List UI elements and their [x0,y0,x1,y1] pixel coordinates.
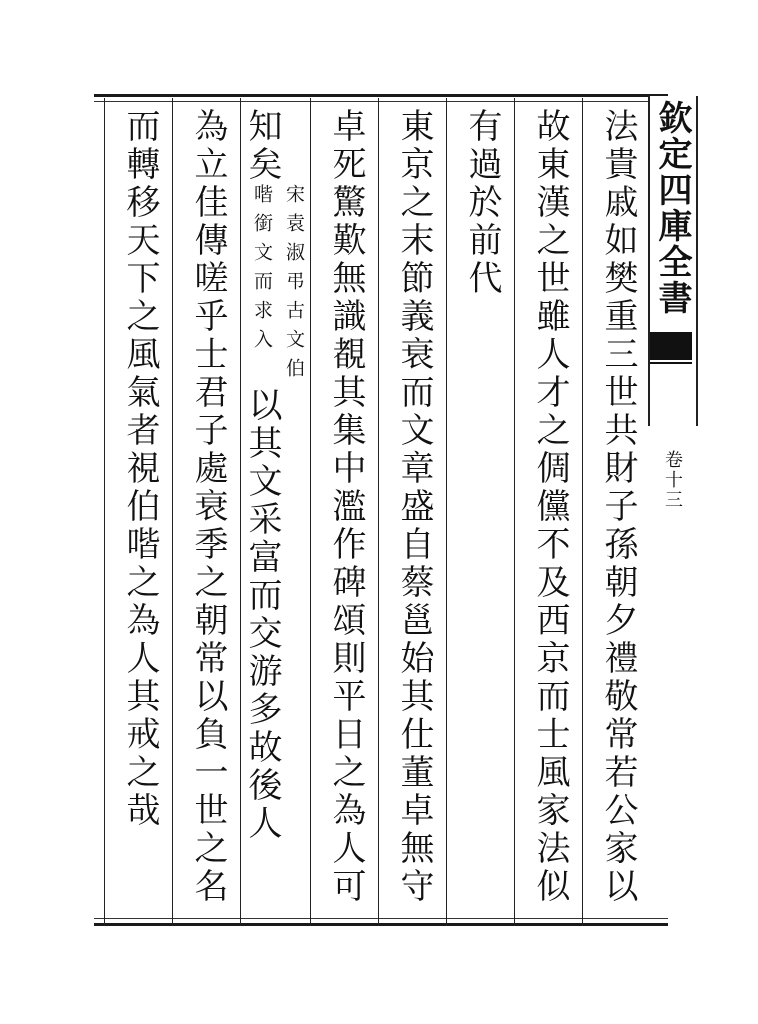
fish-tail-rule [650,362,692,372]
text-column-3: 有過於前代 [462,108,502,298]
fish-tail-mark [650,332,692,360]
column-6-tail-text: 以其文采富而交游多故後人 [242,387,282,843]
text-column-8: 而轉移天下之風氣者視伯喈之為人其戒之哉 [120,108,160,830]
annotation-line-right: 宋袁淑弔古文伯 [283,184,305,387]
text-column-6 [242,108,310,843]
text-column-1: 法貴戚如樊重三世共財子孫朝夕禮敬常若公家以 [598,108,638,906]
volume-label: 卷十三 [662,450,683,510]
column-6-main-text: 知矣 [242,108,282,184]
annotation-note [246,184,310,387]
text-column-2: 故東漢之世雖人才之倜儻不及西京而士風家法似 [530,108,570,906]
text-column-7: 為立佳傳嗟乎士君子處衰季之朝常以負一世之名 [188,108,228,906]
text-column-5: 卓死驚歎無識覩其集中濫作碑頌則平日之為人可 [326,108,366,906]
text-column-4: 東京之末節義衰而文章盛自蔡邕始其仕董卓無守 [394,108,434,906]
book-title: 欽定四庫全書 [652,100,692,316]
annotation-line-left: 喈銜文而求入 [251,184,273,358]
